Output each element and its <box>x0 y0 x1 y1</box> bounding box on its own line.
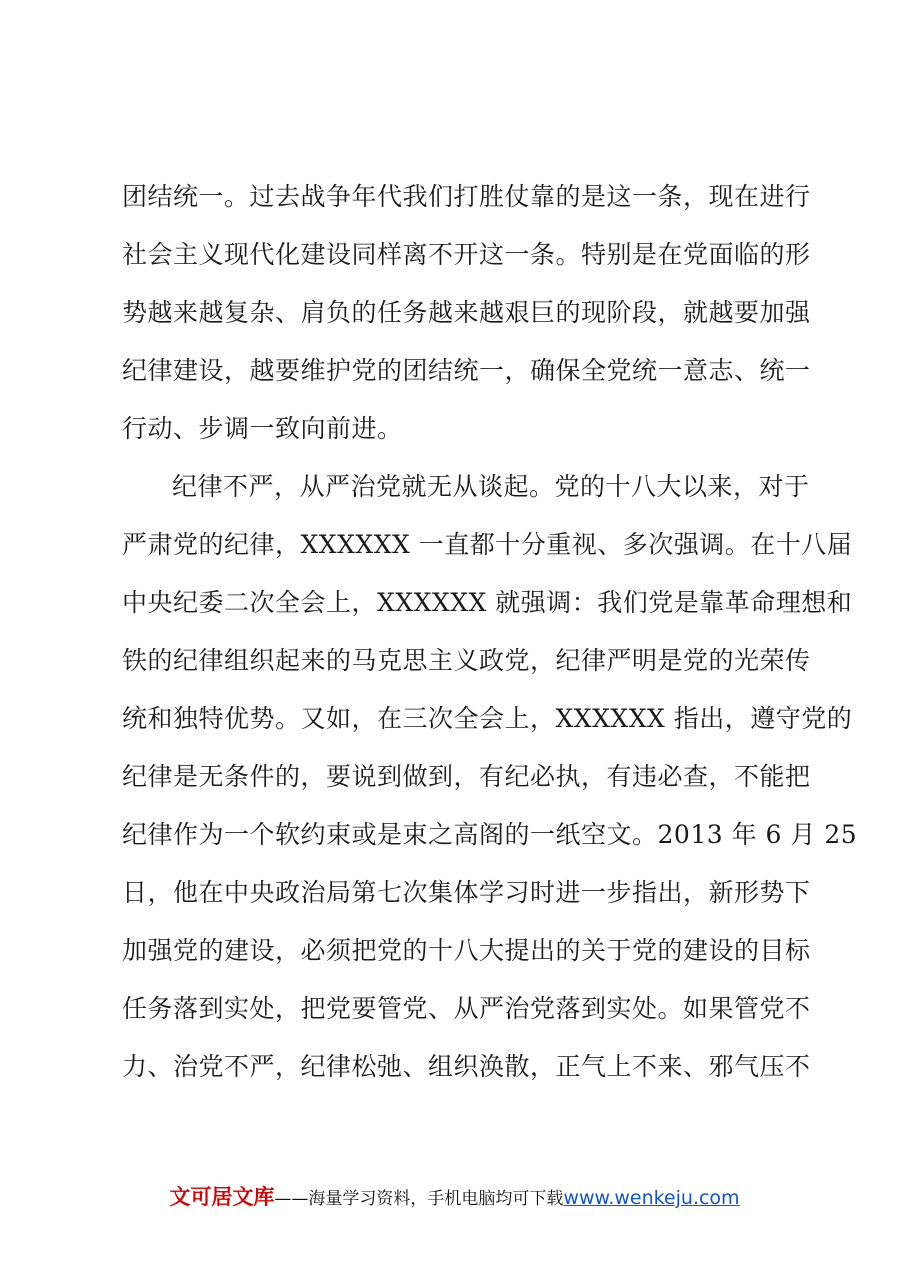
footer-tagline: ——海量学习资料，手机电脑均可下载 <box>274 1189 564 1209</box>
paragraph-first-line: 纪律不严，从严治党就无从谈起。党的十八大以来，对于 <box>172 472 810 501</box>
text-line: 势越来越复杂、肩负的任务越来越艰巨的现阶段，就越要加强 <box>122 298 811 327</box>
text-line: 铁的纪律组织起来的马克思主义政党，纪律严明是党的光荣传 <box>122 646 811 675</box>
text-line: 纪律是无条件的，要说到做到，有纪必执，有违必查，不能把 <box>122 762 811 791</box>
text-line: 统和独特优势。又如，在三次全会上，XXXXXX 指出，遵守党的 <box>122 704 853 733</box>
page-footer <box>0 1181 909 1211</box>
document-body <box>122 172 858 1100</box>
text-line: 任务落到实处，把党要管党、从严治党落到实处。如果管党不 <box>122 994 811 1023</box>
footer-link[interactable]: www.wenkeju.com <box>563 1187 740 1209</box>
text-line: 团结统一。过去战争年代我们打胜仗靠的是这一条，现在进行 <box>122 182 811 211</box>
footer-brand: 文可居文库 <box>169 1185 275 1209</box>
text-line: 加强党的建设，必须把党的十八大提出的关于党的建设的目标 <box>122 936 811 965</box>
text-line: 严肃党的纪律，XXXXXX 一直都十分重视、多次强调。在十八届 <box>122 530 853 559</box>
text-line: 纪律建设，越要维护党的团结统一，确保全党统一意志、统一 <box>122 356 811 385</box>
text-line: 中央纪委二次全会上，XXXXXX 就强调：我们党是靠革命理想和 <box>122 588 853 617</box>
text-line: 纪律作为一个软约束或是束之高阁的一纸空文。2013 年 6 月 25 <box>122 820 858 849</box>
text-line: 力、治党不严，纪律松弛、组织涣散，正气上不来、邪气压不 <box>122 1052 811 1081</box>
text-line: 日，他在中央政治局第七次集体学习时进一步指出，新形势下 <box>122 878 811 907</box>
text-line: 社会主义现代化建设同样离不开这一条。特别是在党面临的形 <box>122 240 811 269</box>
text-line: 行动、步调一致向前进。 <box>122 414 403 443</box>
